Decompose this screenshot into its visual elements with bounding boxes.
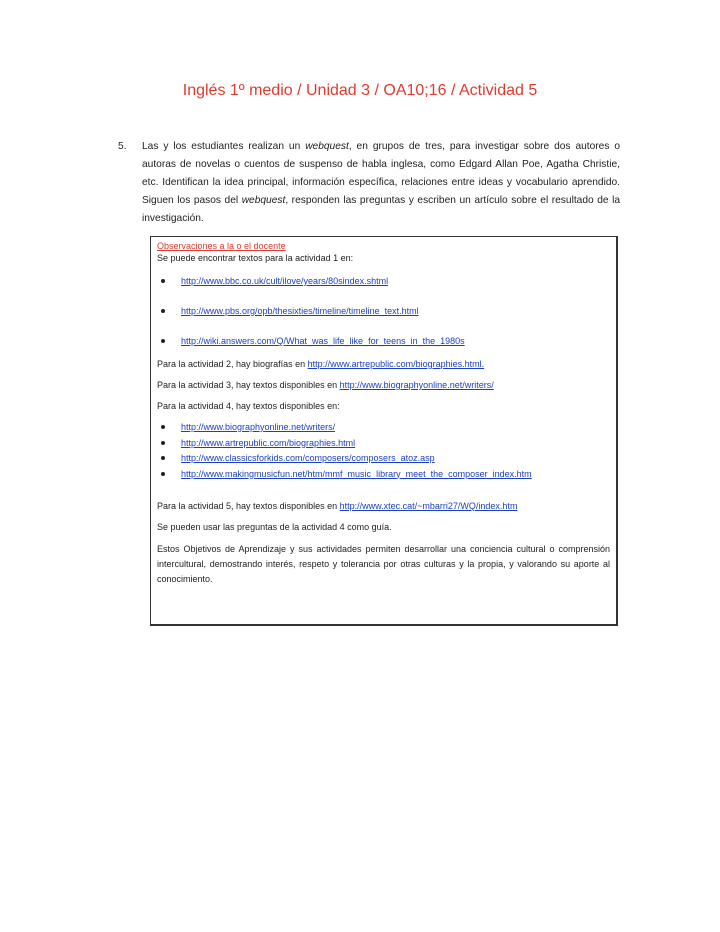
questions-guide: Se pueden usar las preguntas de la actividad 4 como guía. — [157, 521, 392, 532]
list-item — [157, 275, 610, 287]
activity4-intro: Para la actividad 4, hay textos disponibles en: — [157, 401, 340, 411]
activity2-line — [157, 358, 610, 370]
activity-item — [118, 138, 620, 228]
resource-link[interactable]: http://www.artrepublic.com/biographies.html — [181, 437, 356, 448]
teacher-notes-box — [150, 236, 618, 626]
activity-text-middle: , en grupos de tres, para investigar sobre dos autores o autoras de novelas o cuentos de suspenso de habla inglesa, como Edgard Allan Poe, Agatha Christie, etc. Identifican la idea principal, información específica, relaciones entre ideas y vocabulario aprendido. Siguen los pasos del — [142, 141, 621, 206]
webquest-term: webquest — [305, 141, 349, 152]
list-item — [157, 452, 610, 464]
resource-link[interactable]: http://www.bbc.co.uk/cult/ilove/years/80sindex.shtml — [181, 276, 389, 286]
list-item — [157, 421, 610, 433]
list-item — [157, 468, 610, 480]
activity3-text: Para la actividad 3, hay textos disponibles en — [157, 380, 340, 390]
resource-link[interactable]: http://www.biographyonline.net/writers/ — [181, 422, 336, 432]
webquest-term: webquest — [241, 195, 286, 206]
activity-text-after: , responden las preguntas y escriben un artículo sobre el resultado de la investigación. — [142, 195, 620, 224]
list-item — [157, 335, 610, 347]
teacher-notes-title: Observaciones a la o el docente — [157, 241, 286, 251]
activity3-link[interactable]: http://www.biographyonline.net/writers/ — [339, 380, 494, 390]
activity-text — [142, 138, 620, 228]
activity5-text: Para la actividad 5, hay textos disponibles en — [157, 500, 340, 511]
resource-link[interactable]: http://www.classicsforkids.com/composers/composers_atoz.asp — [181, 453, 435, 463]
resource-link[interactable]: http://www.pbs.org/opb/thesixties/timeline/timeline_text.html — [181, 306, 419, 316]
resource-link[interactable]: http://wiki.answers.com/Q/What_was_life_like_for_teens_in_the_1980s — [181, 336, 465, 346]
activity1-intro: Se puede encontrar textos para la actividad 1 en: — [157, 253, 354, 263]
closing-paragraph: Estos Objetivos de Aprendizaje y sus actividades permiten desarrollar una conciencia cultural o comprensión intercultural, demostrando interés, respeto y tolerancia por otras culturas y la propia, y valorando su aporte al conocimiento. — [157, 543, 610, 584]
activity5-link[interactable]: http://www.xtec.cat/~mbarri27/WQ/index.htm — [339, 500, 518, 511]
activity1-link-list — [157, 275, 610, 347]
resource-link[interactable]: http://www.makingmusicfun.net/htm/mmf_music_library_meet_the_composer_index.htm — [181, 468, 532, 479]
activity2-link[interactable]: http://www.artrepublic.com/biographies.html. — [307, 359, 485, 369]
activity4-link-list — [157, 421, 610, 480]
page-title: Inglés 1º medio / Unidad 3 / OA10;16 / Actividad 5 — [182, 82, 538, 99]
activity-number: 5. — [118, 141, 127, 152]
list-item — [157, 305, 610, 317]
list-item — [157, 437, 610, 449]
activity5-line — [157, 500, 610, 512]
activity3-line — [157, 379, 610, 391]
activity-text-before: Las y los estudiantes realizan un — [142, 141, 306, 152]
activity2-text: Para la actividad 2, hay biografías en — [157, 359, 308, 369]
